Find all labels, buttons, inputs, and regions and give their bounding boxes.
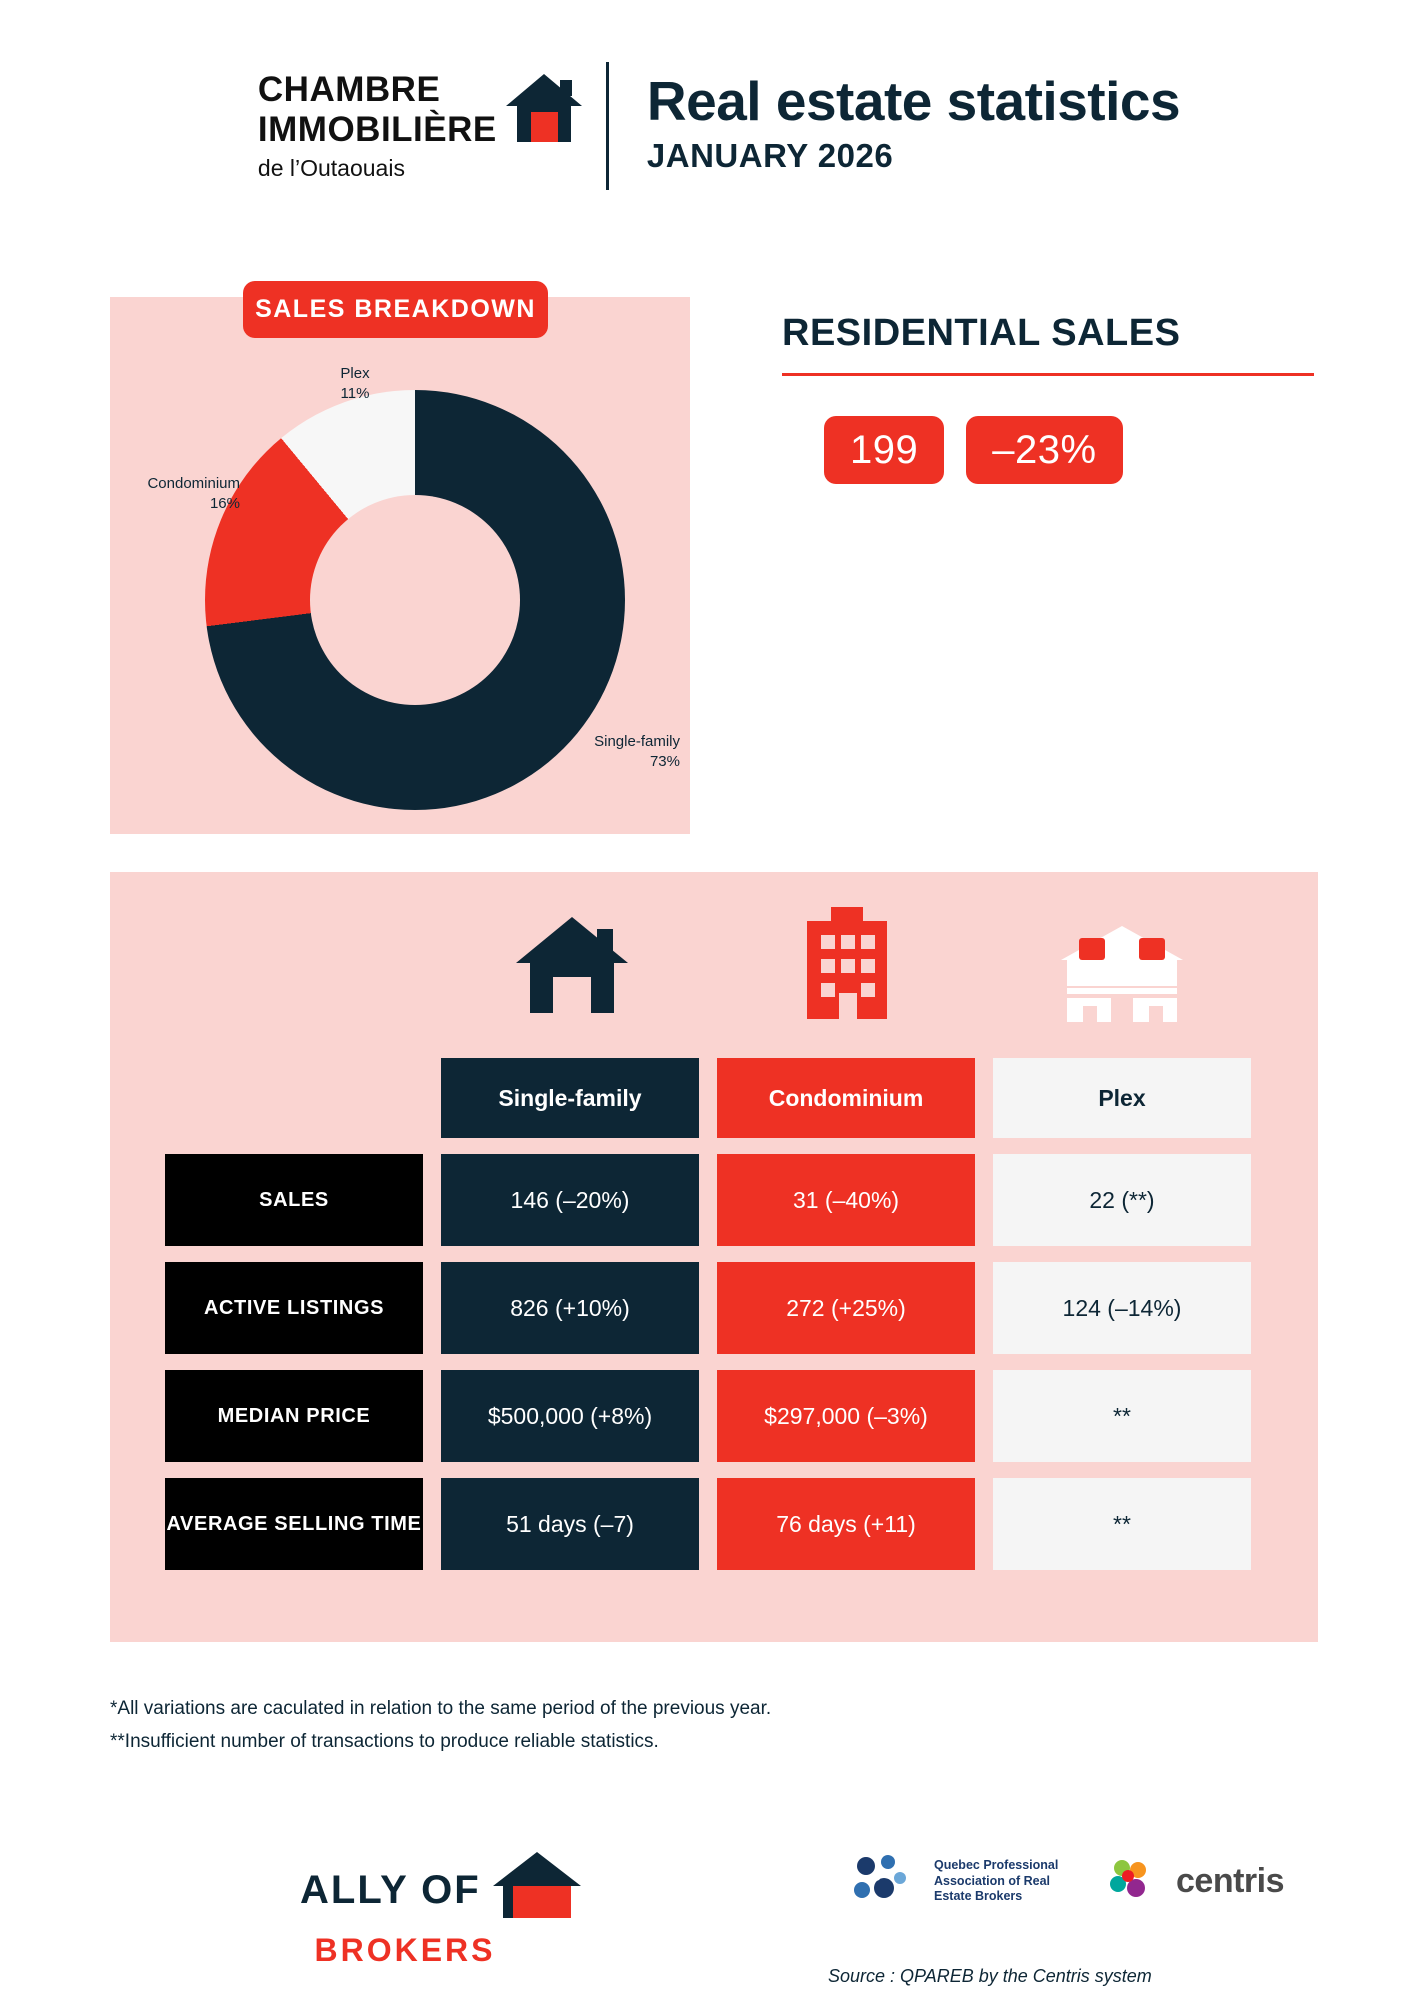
single-family-house-icon xyxy=(443,908,701,1024)
table-header-condominium: Condominium xyxy=(717,1058,975,1138)
residential-sales-count: 199 xyxy=(824,416,944,484)
qpareb-label: Quebec Professional Association of Real Estate Brokers xyxy=(934,1858,1059,1904)
logo-line-1: CHAMBRE xyxy=(257,69,441,109)
table-header-row xyxy=(165,1058,1251,1138)
footnote-variations: *All variations are caculated in relation to the same period of the previous year. xyxy=(110,1698,772,1719)
table-header-plex: Plex xyxy=(993,1058,1251,1138)
logo-line-2: IMMOBILIÈRE xyxy=(257,110,497,149)
pie-label-plex-name: Plex xyxy=(340,365,370,382)
cell-average-selling-time-condominium: 76 days (+11) xyxy=(717,1478,975,1570)
page-period: JANUARY 2026 xyxy=(646,136,894,174)
table-row xyxy=(165,1262,1251,1354)
pie-label-single-family-name: Single-family xyxy=(594,733,680,750)
pie-label-condominium-pct: 16% xyxy=(209,495,240,513)
pie-label-condominium xyxy=(110,474,240,515)
table-row xyxy=(165,1478,1251,1570)
page-header xyxy=(0,0,1428,190)
pie-label-single-family xyxy=(540,732,680,773)
house-logo-icon xyxy=(505,72,583,149)
footnote-insufficient: **Insufficient number of transactions to produce reliable statistics. xyxy=(110,1731,659,1753)
cell-median-price-single-family: $500,000 (+8%) xyxy=(441,1370,699,1462)
cell-active-listings-plex: 124 (–14%) xyxy=(993,1262,1251,1354)
ally-line-1: ALLY OF xyxy=(300,1867,481,1912)
cell-active-listings-single-family: 826 (+10%) xyxy=(441,1262,699,1354)
pie-label-condominium-name: Condominium xyxy=(147,475,240,492)
partner-logos xyxy=(848,1850,1284,1913)
cell-sales-plex: 22 (**) xyxy=(993,1154,1251,1246)
ally-line-2: BROKERS xyxy=(314,1932,496,1968)
residential-sales-title: RESIDENTIAL SALES xyxy=(782,312,1181,354)
cell-active-listings-condominium: 272 (+25%) xyxy=(717,1262,975,1354)
row-label-active-listings: ACTIVE LISTINGS xyxy=(165,1262,423,1354)
row-label-average-selling-time: AVERAGE SELLING TIME xyxy=(165,1478,423,1570)
cell-median-price-condominium: $297,000 (–3%) xyxy=(717,1370,975,1462)
ally-of-brokers-logo xyxy=(300,1850,640,1969)
centris-mark-icon xyxy=(1106,1856,1154,1907)
table-row xyxy=(165,1154,1251,1246)
header-divider xyxy=(606,62,609,190)
plex-duplex-icon xyxy=(993,915,1251,1031)
row-label-median-price: MEDIAN PRICE xyxy=(165,1370,423,1462)
title-block xyxy=(646,70,1181,179)
table-row xyxy=(165,1370,1251,1462)
residential-sales-rule xyxy=(782,373,1314,376)
page-title: Real estate statistics xyxy=(646,70,1181,133)
cell-average-selling-time-single-family: 51 days (–7) xyxy=(441,1478,699,1570)
footnotes xyxy=(110,1692,771,1759)
cio-logo xyxy=(248,70,578,183)
ally-house-icon xyxy=(491,1850,583,1930)
condominium-building-icon xyxy=(718,905,976,1021)
cell-sales-single-family: 146 (–20%) xyxy=(441,1154,699,1246)
qpareb-mark-icon xyxy=(848,1850,912,1913)
source-note: Source : QPAREB by the Centris system xyxy=(828,1966,1152,1986)
pie-label-plex-pct: 11% xyxy=(340,385,370,403)
table-header-single-family: Single-family xyxy=(441,1058,699,1138)
page-footer xyxy=(0,1840,1428,2000)
residential-sales-pills xyxy=(782,416,1322,484)
sales-breakdown-badge: SALES BREAKDOWN xyxy=(243,281,548,338)
donut-hole xyxy=(310,495,520,705)
row-label-sales: SALES xyxy=(165,1154,423,1246)
pie-label-single-family-pct: 73% xyxy=(649,753,680,771)
residential-sales-variation: –23% xyxy=(966,416,1122,484)
pie-label-plex xyxy=(300,364,410,405)
cell-sales-condominium: 31 (–40%) xyxy=(717,1154,975,1246)
cell-median-price-plex: ** xyxy=(993,1370,1251,1462)
logo-line-3: de l’Outaouais xyxy=(257,155,405,182)
table-corner-cell xyxy=(165,1058,423,1138)
residential-sales-block xyxy=(782,312,1322,484)
centris-label: centris xyxy=(1176,1862,1284,1900)
cell-average-selling-time-plex: ** xyxy=(993,1478,1251,1570)
statistics-table xyxy=(165,1058,1251,1586)
